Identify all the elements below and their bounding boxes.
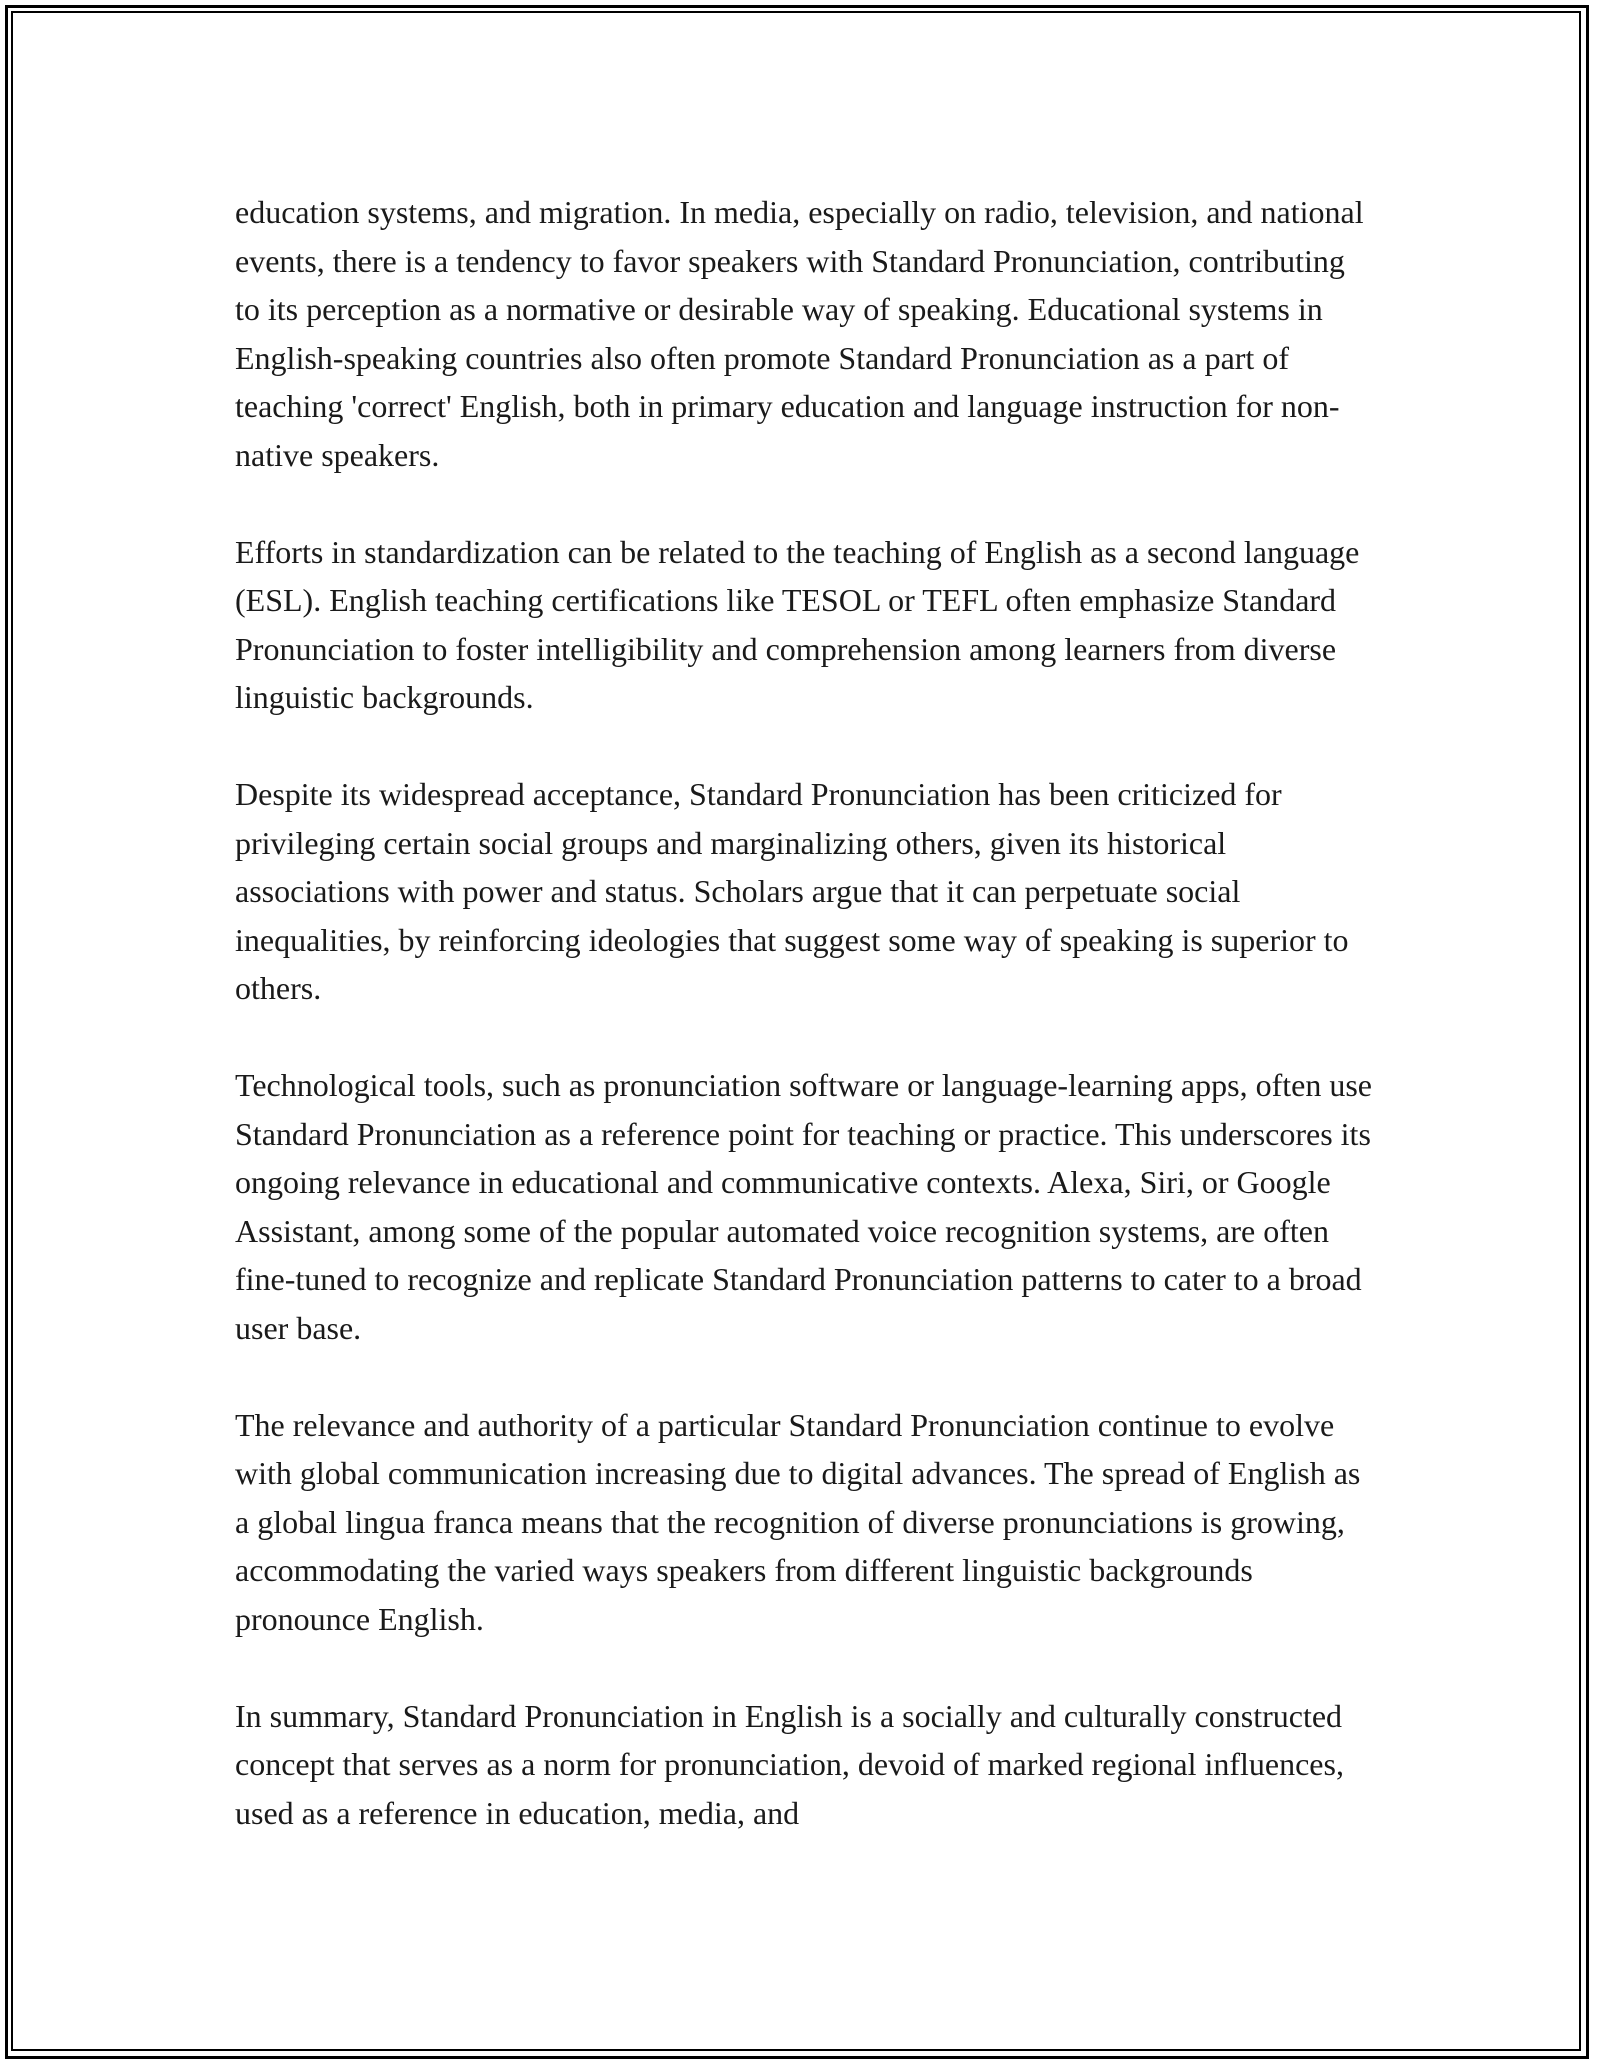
document-body bbox=[235, 188, 1375, 1886]
paragraph-5: The relevance and authority of a particular Standard Pronunciation continue to evolve with global communication increasing due to digital advances. The spread of English as a global lingua franca means that the recognition of diverse pronunciations is growing, accommodating the varied ways speakers from different linguistic backgrounds pronounce English. bbox=[235, 1406, 1361, 1637]
paragraph-3: Despite its widespread acceptance, Standard Pronunciation has been criticized for privileging certain social groups and marginalizing others, given its historical associations with power and status. Scholars argue that it can perpetuate social inequalities, by reinforcing ideologies that suggest some way of speaking is superior to others. bbox=[235, 776, 1349, 1006]
paragraph-2: Efforts in standardization can be related to the teaching of English as a second language (ESL). English teaching certifications like TESOL or TEFL often emphasize Standard Pronunciation to foster intelligibility and comprehension among learners from diverse linguistic backgrounds. bbox=[235, 533, 1360, 715]
paragraph-6: In summary, Standard Pronunciation in English is a socially and culturally constructed concept that serves as a norm for pronunciation, devoid of marked regional influences, used as a reference in education, media, and bbox=[235, 1697, 1344, 1831]
paragraph-1: education systems, and migration. In media, especially on radio, television, and national events, there is a tendency to favor speakers with Standard Pronunciation, contributing to its perception as a normative or desirable way of speaking. Educational systems in English-speaking countries also often promote Standard Pronunciation as a part of teaching 'correct' English, both in primary education and language instruction for non-native speakers. bbox=[235, 194, 1364, 473]
paragraph-4: Technological tools, such as pronunciation software or language-learning apps, often use Standard Pronunciation as a reference point for teaching or practice. This underscores its ongoing relevance in educational and communicative contexts. Alexa, Siri, or Google Assistant, among some of the popular automated voice recognition systems, are often fine-tuned to recognize and replicate Standard Pronunciation patterns to cater to a broad user base. bbox=[235, 1067, 1372, 1346]
